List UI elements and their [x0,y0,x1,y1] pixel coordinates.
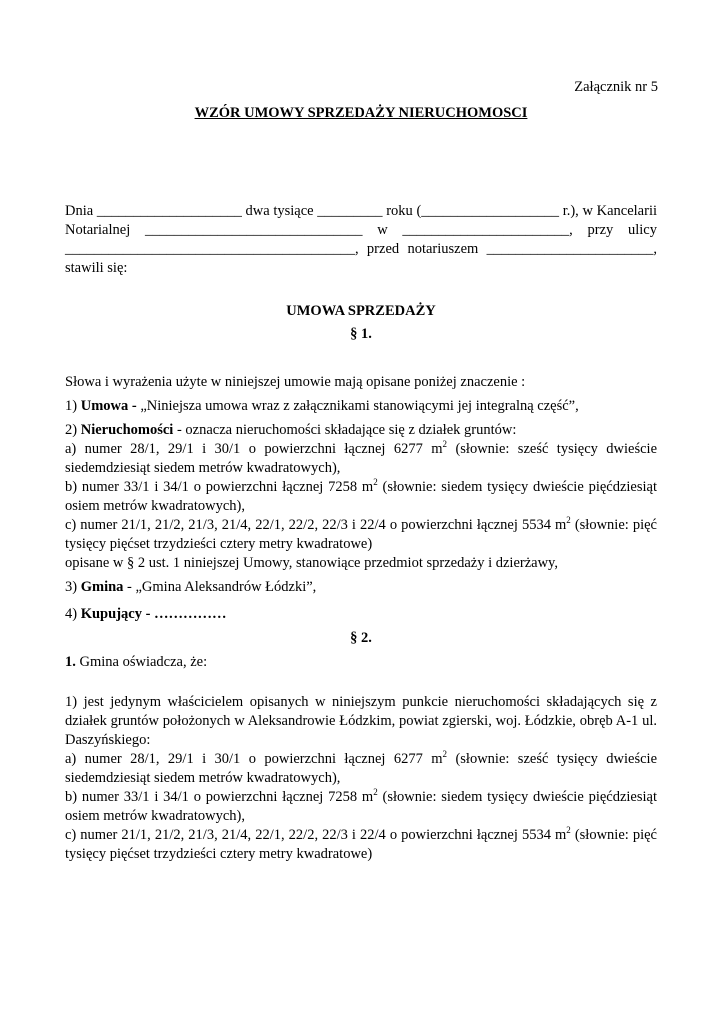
definition-2-term: Nieruchomości [80,422,174,438]
s1-parcel-c-line-1: c) numer 21/1, 21/2, 21/3, 21/4, 22/1, 22/2, 22/3 i 22/4 o powierzchni łącznej 5534 $m^2$ (słownie: pięć [65,515,657,533]
definition-3-term: Gmina [80,579,124,595]
definition-4-number: 4) [65,606,78,622]
contract-heading: UMOWA SPRZEDAŻY [286,303,436,319]
s2-paragraph-1-text: Gmina oświadcza, że: [79,654,208,670]
definition-4 [65,605,227,624]
s2-parcel-a-line-1: a) numer 28/1, 29/1 i 30/1 o powierzchni łącznej 6277 $m^2$ (słownie: sześć tysięcy dwieście [65,749,658,767]
s1-parcel-a-line-1: a) numer 28/1, 29/1 i 30/1 o powierzchni łącznej 6277 $m^2$ (słownie: sześć tysięcy dwieście [65,439,658,457]
s2-parcel-c-line-2: tysięcy pięćset trzydzieści cztery metry kwadratowe) [65,846,373,862]
intro-line-3: ________________________________________, przed notariuszem _______________________, [65,241,657,257]
s2-parcel-b-line-2: osiem metrów kwadratowych), [65,808,245,824]
definition-1-term: Umowa - [80,398,137,414]
section-2-heading: § 2. [350,630,372,646]
definition-3 [65,578,316,597]
definition-2-text: - oznacza nieruchomości składające się z działek gruntów: [176,422,517,438]
s1-parcel-a-line-2: siedemdziesiąt siedem metrów kwadratowych), [65,460,341,476]
definition-2 [65,421,516,440]
definition-3-text: - „Gmina Aleksandrów Łódzki”, [127,579,317,595]
document-title: WZÓR UMOWY SPRZEDAŻY NIERUCHOMOSCI [194,105,528,121]
definition-2-number: 2) [65,422,78,438]
s2-parcel-c-line-1: c) numer 21/1, 21/2, 21/3, 21/4, 22/1, 22/2, 22/3 i 22/4 o powierzchni łącznej 5534 $m^2$ (słownie: pięć [65,825,657,843]
definition-3-number: 3) [65,579,78,595]
definition-1-number: 1) [65,398,78,414]
definition-1-text: „Niniejsza umowa wraz z załącznikami stanowiącymi jej integralną część”, [140,398,579,414]
s2-item-1-line-2: działek gruntów położonych w Aleksandrowie Łódzkim, powiat zgierski, woj. Łódzkie, obręb A-1 ul. [65,713,657,729]
s1-described-line: opisane w § 2 ust. 1 niniejszej Umowy, stanowiące przedmiot sprzedaży i dzierżawy, [65,555,558,571]
s2-item-1-line-3: Daszyńskiego: [65,732,151,748]
s2-parcel-a-line-2: siedemdziesiąt siedem metrów kwadratowych), [65,770,341,786]
definition-1 [65,397,579,416]
s1-parcel-b-line-1: b) numer 33/1 i 34/1 o powierzchni łącznej 7258 $m^2$ (słownie: siedem tysięcy dwieście pięćdziesiąt [65,477,657,495]
intro-line-4: stawili się: [65,260,128,276]
attachment-label: Załącznik nr 5 [574,79,658,95]
s2-paragraph-1 [65,653,207,672]
intro-line-1: Dnia ____________________ dwa tysiące _________ roku (___________________ r.), w Kancelarii [65,203,657,219]
s2-paragraph-1-number: 1. [65,654,76,670]
intro-line-2: Notarialnej ______________________________ w _______________________, przy ulicy [65,222,657,238]
definition-4-term: Kupujący - …………… [80,606,227,622]
section-1-heading: § 1. [350,326,372,342]
s1-parcel-c-line-2: tysięcy pięćset trzydzieści cztery metry kwadratowe) [65,536,373,552]
s2-parcel-b-line-1: b) numer 33/1 i 34/1 o powierzchni łącznej 7258 $m^2$ (słownie: siedem tysięcy dwieście pięćdziesiąt [65,787,657,805]
s2-item-1-line-1: 1) jest jedynym właścicielem opisanych w niniejszym punkcie nieruchomości składających się z [65,694,657,710]
s1-parcel-b-line-2: osiem metrów kwadratowych), [65,498,245,514]
definitions-intro: Słowa i wyrażenia użyte w niniejszej umowie mają opisane poniżej znaczenie : [65,374,526,390]
